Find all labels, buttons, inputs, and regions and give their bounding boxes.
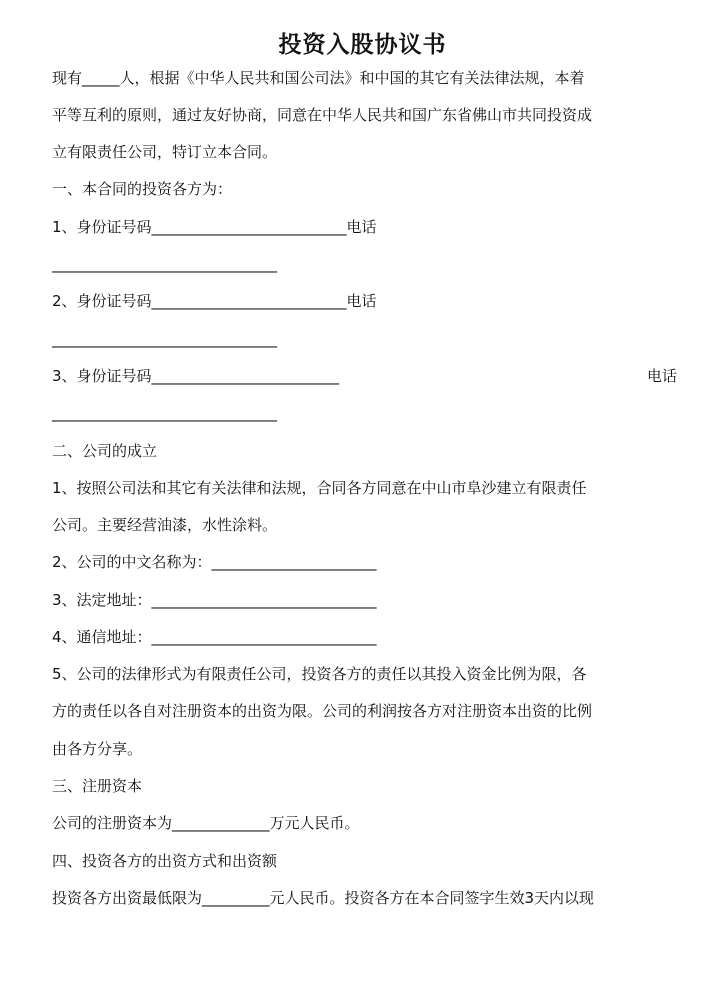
paragraph-line: 1、按照公司法和其它有关法律和法规，合同各方同意在中山市阜沙建立有限责任: [52, 479, 587, 497]
section-heading: 一、本合同的投资各方为：: [52, 180, 233, 198]
section-heading: 二、公司的成立: [52, 442, 158, 460]
section-heading: 四、投资各方的出资方式和出资额: [52, 852, 278, 870]
company-name-line: 2、公司的中文名称为：______________________: [52, 553, 377, 571]
paragraph-line: 投资各方出资最低限为_________元人民币。投资各方在本合同签字生效3天内以现: [52, 889, 595, 907]
investor-id-line: 3、身份证号码_________________________: [52, 367, 340, 385]
section-heading: 三、注册资本: [52, 777, 143, 795]
blank-line: ______________________________: [52, 330, 277, 348]
blank-line: ______________________________: [52, 404, 277, 422]
document-title: 投资入股协议书: [278, 31, 447, 58]
paragraph-line: 由各方分享。: [52, 740, 143, 758]
investor-id-line: 2、身份证号码__________________________电话: [52, 292, 377, 310]
paragraph-line: 立有限责任公司，特订立本合同。: [52, 143, 278, 161]
paragraph-line: 平等互利的原则，通过友好协商，同意在中华人民共和国广东省佛山市共同投资成: [52, 106, 593, 124]
paragraph-line: 现有_____人，根据《中华人民共和国公司法》和中国的其它有关法律法规，本着: [52, 69, 585, 87]
legal-address-line: 3、法定地址：______________________________: [52, 591, 377, 609]
paragraph-line: 方的责任以各自对注册资本的出资为限。公司的利润按各方对注册资本出资的比例: [52, 702, 593, 720]
paragraph-line: 公司的注册资本为_____________万元人民币。: [52, 814, 360, 832]
phone-label: 电话: [646, 367, 677, 385]
investor-id-line: 1、身份证号码__________________________电话: [52, 218, 377, 236]
blank-line: ______________________________: [52, 255, 277, 273]
paragraph-line: 公司。主要经营油漆，水性涂料。: [52, 516, 278, 534]
paragraph-line: 5、公司的法律形式为有限责任公司，投资各方的责任以其投入资金比例为限，各: [52, 665, 587, 683]
mailing-address-line: 4、通信地址：______________________________: [52, 628, 377, 646]
